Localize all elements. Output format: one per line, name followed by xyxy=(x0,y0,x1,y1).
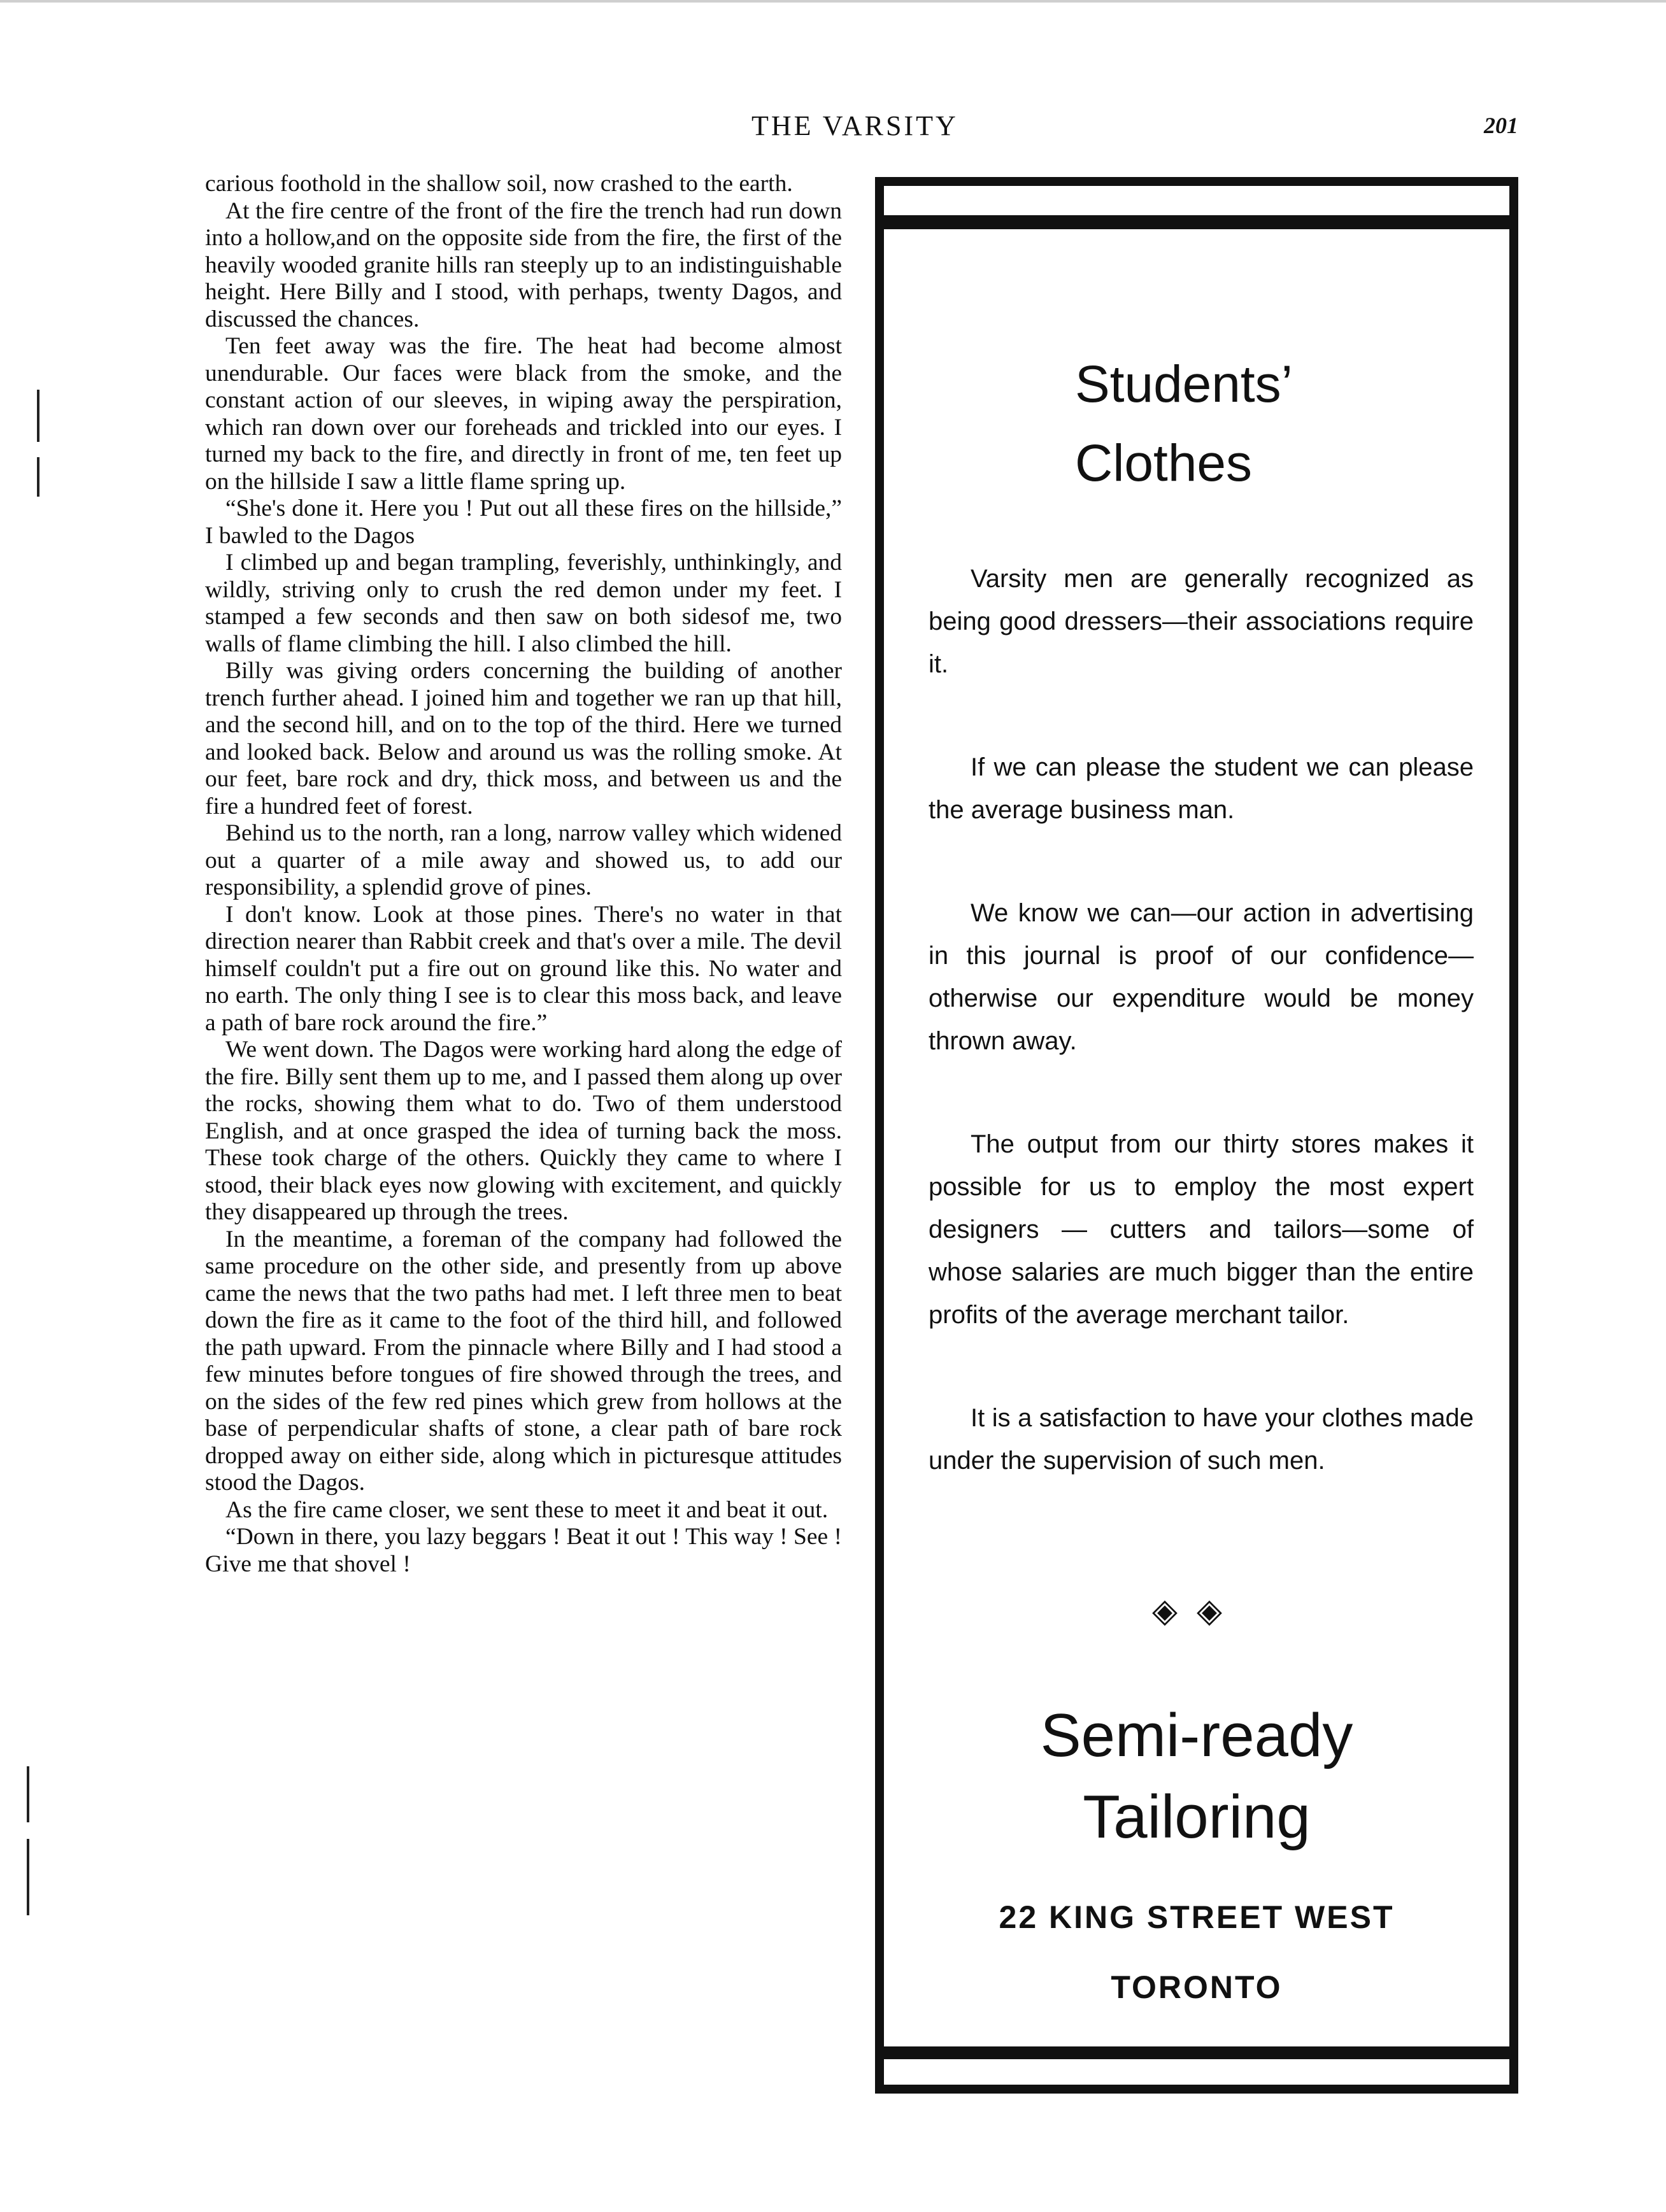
article-paragraph: “She's done it. Here you ! Put out all these fires on the hillside,” I bawled to the Dagos xyxy=(205,495,842,549)
article-paragraph: Billy was giving orders concerning the building of another trench further ahead. I joined him and together we ran up that hill, and the second hill, and on to the top of the third. Here we turned and looked back. Below and around us was the rolling smoke. At our feet, bare rock and dry, thick moss, and between us and the fire a hundred feet of forest. xyxy=(205,658,842,819)
ad-paragraph: Varsity men are generally recognized as being good dressers—their associations require it. xyxy=(929,565,1474,678)
margin-mark xyxy=(37,457,39,497)
store-address: 22 KING STREET WEST xyxy=(999,1899,1395,1935)
article-paragraph: Behind us to the north, ran a long, narrow valley which widened out a quarter of a mile away and showed us, to add our responsibility, a splendid grove of pines. xyxy=(205,820,842,900)
margin-mark xyxy=(27,1766,29,1822)
ad-paragraph: We know we can—our action in advertising in this journal is proof of our confidence—otherwise our expenditure would be money thrown away. xyxy=(929,899,1474,1055)
ad-title-line: Clothes xyxy=(1075,434,1253,492)
margin-mark xyxy=(37,390,39,442)
store-city: TORONTO xyxy=(1111,1969,1283,2005)
article-column xyxy=(205,171,842,1578)
ad-paragraph: The output from our thirty stores makes it possible for us to employ the most expert designers — cutters and tailors—some of whose salaries are much bigger than the entire profits of the average merchant tailor. xyxy=(929,1130,1474,1329)
top-edge-rule xyxy=(0,0,1666,3)
article-paragraph: I don't know. Look at those pines. There's no water in that direction nearer than Rabbit creek and that's over a mile. The devil himself couldn't put a fire out on ground like this. No water and no earth. The only thing I see is to clear this moss back, and leave a path of bare rock around the fire.” xyxy=(205,901,842,1036)
ad-bottom-bar xyxy=(884,2046,1509,2059)
page-number: 201 xyxy=(1484,113,1518,138)
brand-line: Semi-ready xyxy=(1040,1701,1353,1769)
article-paragraph: Ten feet away was the fire. The heat had become almost unendurable. Our faces were black from the smoke, and the constant action of our sleeves, in wiping away the perspiration, which ran down over our foreheads and trickled into our eyes. I turned my back to the fire, and directly in front of me, ten feet up on the hillside I saw a little flame spring up. xyxy=(205,333,842,495)
article-paragraph: At the fire centre of the front of the fire the trench had run down into a hollow,and on the opposite side from the fire, the first of the heavily wooded granite hills ran steeply up to an indistinguishable height. Here Billy and I stood, with perhaps, twenty Dagos, and discussed the chances. xyxy=(205,197,842,332)
ad-paragraph: It is a satisfaction to have your clothes made under the supervision of such men. xyxy=(929,1404,1474,1475)
ad-title xyxy=(1075,345,1393,503)
article-paragraph: In the meantime, a foreman of the company had followed the same procedure on the other side, and presently from up above came the news that the two paths had met. I left three men to beat down the fire as it came to the foot of the third hill, and followed the path upward. From the pinnacle where Billy and I had stood a few minutes before tongues of fire showed through the trees, and on the sides of the few red pines which grew from hollows at the base of perpendicular shafts of stone, a clear path of bare rock dropped away on either side, along which in picturesque attitudes stood the Dagos. xyxy=(205,1226,842,1496)
ad-title-line: Students’ xyxy=(1075,355,1293,413)
ad-body xyxy=(929,558,1474,1543)
article-paragraph: “Down in there, you lazy beggars ! Beat it out ! This way ! See ! Give me that shovel ! xyxy=(205,1524,842,1577)
diamond-ornament-icon: ◈◈ xyxy=(1152,1592,1241,1630)
article-paragraph: carious foothold in the shallow soil, now crashed to the earth. xyxy=(205,171,793,197)
article-paragraph: We went down. The Dagos were working hard along the edge of the fire. Billy sent them up to me, and I passed them along up over the rocks, showing them what to do. Two of them understood English, and at once grasped the idea of turning back the moss. These took charge of the others. Quickly they came to where I stood, their black eyes now glowing with excitement, and quickly they disappeared up through the trees. xyxy=(205,1037,842,1225)
article-paragraph: I climbed up and began trampling, feverishly, unthinkingly, and wildly, striving only to crush the red demon under my feet. I stamped a few seconds and then saw on both sidesof me, two walls of flame climbing the hill. I also climbed the hill. xyxy=(205,549,842,657)
brand-name xyxy=(884,1695,1509,1858)
brand-line: Tailoring xyxy=(1083,1783,1311,1851)
running-title: THE VARSITY xyxy=(751,110,958,141)
ad-top-bar xyxy=(884,215,1509,229)
advertisement-box xyxy=(875,177,1518,2094)
page-header xyxy=(0,110,1666,148)
margin-mark xyxy=(27,1839,29,1915)
article-paragraph: As the fire came closer, we sent these to meet it and beat it out. xyxy=(225,1496,829,1523)
ad-paragraph: If we can please the student we can please the average business man. xyxy=(929,753,1474,824)
